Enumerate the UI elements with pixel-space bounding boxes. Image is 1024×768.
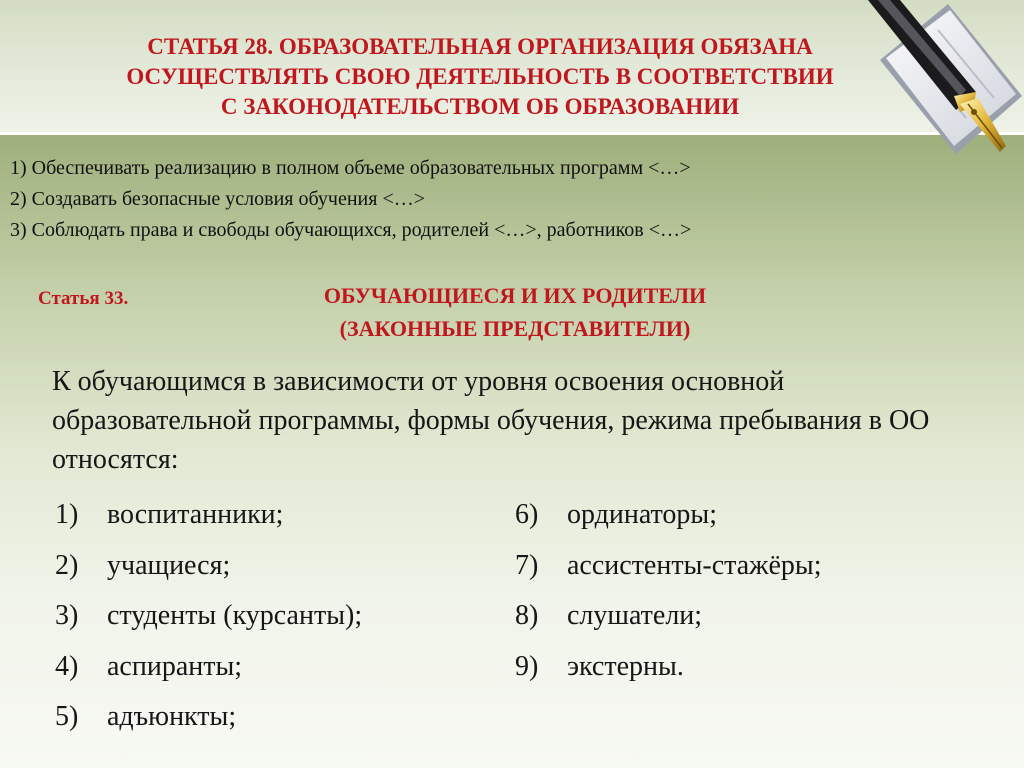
category-text: ассистенты-стажёры; [567,549,822,581]
category-number: 2) [55,549,79,581]
article-33-label: Статья 33. [38,288,129,309]
category-item [55,692,475,743]
category-number: 5) [55,701,79,732]
category-item [515,490,935,541]
category-item [55,541,475,592]
category-text: учащиеся; [107,549,231,581]
category-item [55,591,475,642]
category-text: экстерны. [567,650,684,682]
category-number: 4) [55,650,79,682]
category-number: 1) [55,499,79,530]
student-categories-right [515,490,935,692]
category-number: 7) [515,549,539,581]
category-text: слушатели; [567,600,703,631]
category-item [55,642,475,693]
article-28-title-line: ОСУЩЕСТВЛЯТЬ СВОЮ ДЕЯТЕЛЬНОСТЬ В СООТВЕТСТВИИ [126,64,834,89]
category-number: 3) [55,600,79,631]
category-text: воспитанники; [107,499,284,530]
duty-item: 3) Соблюдать права и свободы обучающихся, родителей <…>, работников <…> [10,219,692,241]
duty-item: 2) Создавать безопасные условия обучения <…> [10,188,425,210]
article-28-duties-list [10,153,1000,246]
duty-item: 1) Обеспечивать реализацию в полном объеме образовательных программ <…> [10,157,691,179]
category-item [55,490,475,541]
category-number: 9) [515,650,539,682]
article-28-title [20,32,940,122]
category-text: ординаторы; [567,499,718,530]
article-33-title-line: (ЗАКОННЫЕ ПРЕДСТАВИТЕЛИ) [339,316,691,341]
category-text: студенты (курсанты); [107,600,363,631]
article-33-title [235,279,795,345]
category-number: 8) [515,600,539,631]
category-text: адъюнкты; [107,701,237,732]
article-28-title-line: СТАТЬЯ 28. ОБРАЗОВАТЕЛЬНАЯ ОРГАНИЗАЦИЯ ОБЯЗАНА [147,34,813,59]
student-categories-left [55,490,475,743]
students-intro-text: К обучающимся в зависимости от уровня освоения основной образовательной программы, формы обучения, режима пребывания в ОО относятся: [52,366,930,475]
article-33-title-line: ОБУЧАЮЩИЕСЯ И ИХ РОДИТЕЛИ [323,283,707,308]
category-text: аспиранты; [107,650,243,682]
category-item [515,591,935,642]
category-number: 6) [515,499,539,530]
fountain-pen-icon [850,0,1024,160]
article-28-title-line: С ЗАКОНОДАТЕЛЬСТВОМ ОБ ОБРАЗОВАНИИ [220,94,740,119]
category-item [515,642,935,693]
category-item [515,541,935,592]
